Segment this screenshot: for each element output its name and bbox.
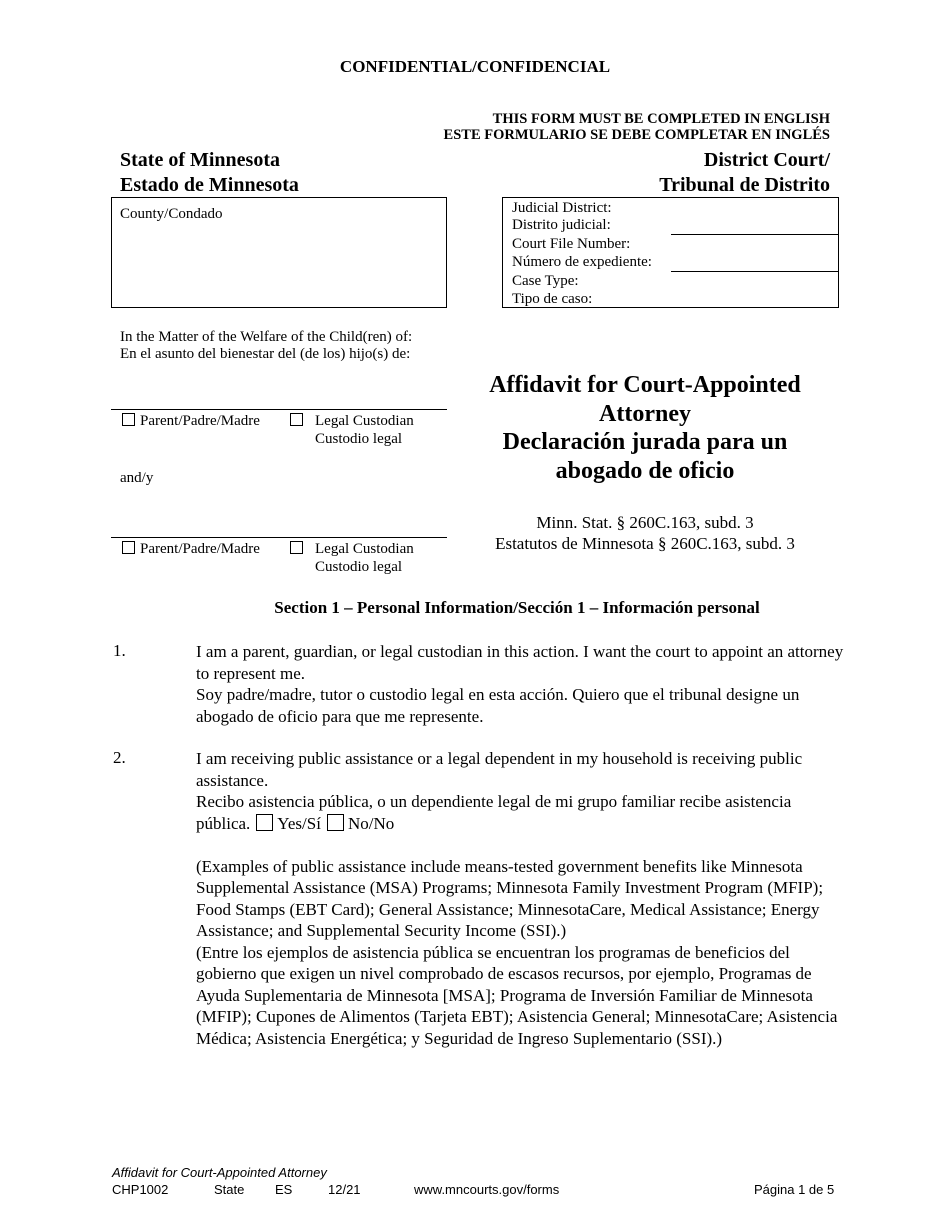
party2-custodian-checkbox[interactable] bbox=[290, 541, 303, 554]
court-name-es: Tribunal de Distrito bbox=[659, 174, 830, 196]
form-title bbox=[460, 371, 830, 485]
party1-custodian-label-en: Legal Custodian bbox=[315, 413, 414, 429]
and-conjunction: and/y bbox=[120, 470, 154, 486]
party2-parent-option[interactable] bbox=[122, 540, 260, 558]
party1-custodian-label-es: Custodio legal bbox=[315, 431, 403, 447]
item2-text-es-line bbox=[196, 791, 846, 834]
case-type-label-en: Case Type: bbox=[512, 273, 579, 289]
state-name-es: Estado de Minnesota bbox=[120, 174, 299, 196]
matter-caption-en: In the Matter of the Welfare of the Child(ren) of: bbox=[120, 329, 413, 345]
party1-parent-option[interactable] bbox=[122, 412, 260, 430]
file-number-label-es: Número de expediente: bbox=[512, 254, 652, 270]
item2-text-es: Recibo asistencia pública, o un dependiente legal de mi grupo familiar recibe asistencia pública. bbox=[196, 792, 792, 833]
item1-text bbox=[196, 641, 846, 727]
statute-es: Estatutos de Minnesota § 260C.163, subd. 3 bbox=[495, 534, 795, 553]
yes-checkbox[interactable] bbox=[256, 814, 273, 831]
statute-reference bbox=[460, 512, 830, 554]
confidential-heading: CONFIDENTIAL/CONFIDENCIAL bbox=[339, 57, 611, 76]
court-name-en: District Court/ bbox=[703, 149, 830, 171]
footer-state: State bbox=[214, 1182, 245, 1197]
no-label: No/No bbox=[347, 813, 395, 833]
footer-form-title: Affidavit for Court-Appointed Attorney bbox=[112, 1165, 327, 1180]
english-notice-en: THIS FORM MUST BE COMPLETED IN ENGLISH bbox=[492, 111, 830, 127]
english-notice bbox=[444, 111, 830, 143]
item2-examples-en: (Examples of public assistance include means-tested government benefits like Minnesota Supplemental Assistance (MSA) Programs; Minnesota Family Investment Program (MFIP); Food Stamps (EBT Card); General Assistance; MinnesotaCare, Medical Assistance; Energy Assistance; and Supplemental Security Income (SSI).) bbox=[196, 856, 824, 940]
item2-text-en: I am receiving public assistance or a legal dependent in my household is receiving public assistance. bbox=[196, 749, 803, 790]
english-notice-es: ESTE FORMULARIO SE DEBE COMPLETAR EN INGLÉS bbox=[443, 127, 830, 143]
party1-custodian-label bbox=[315, 412, 414, 448]
judicial-district-label-es: Distrito judicial: bbox=[512, 217, 611, 233]
party2-parent-label: Parent/Padre/Madre bbox=[140, 541, 260, 557]
party1-name-field[interactable] bbox=[111, 409, 447, 410]
party1-parent-label: Parent/Padre/Madre bbox=[140, 413, 260, 429]
party2-custodian-label bbox=[315, 540, 414, 576]
county-label: County/Condado bbox=[120, 206, 223, 222]
form-title-es-line2: abogado de oficio bbox=[555, 457, 735, 484]
item2-examples-es: (Entre los ejemplos de asistencia pública se encuentran los programas de beneficios del gobierno que exigen un nivel comprobado de escasos recursos, por ejemplo, Programas de Ayuda Suplementaria de Minnesota [MSA]; Programa de Inversión Familiar de Minnesota (MFIP); Cupones de Alimentos (Tarjeta EBT); Asistencia General; MinnesotaCare; Asistencia Médica; Asistencia Energética; y Seguridad de Ingreso Suplementario (SSI).) bbox=[196, 942, 838, 1048]
judicial-district-label-en: Judicial District: bbox=[512, 200, 612, 216]
footer-page-number: Página 1 de 5 bbox=[754, 1182, 835, 1197]
court-heading bbox=[659, 148, 830, 198]
item1-text-es: Soy padre/madre, tutor o custodio legal en esta acción. Quiero que el tribunal designe un abogado de oficio para que me represente. bbox=[196, 685, 800, 726]
party2-parent-checkbox[interactable] bbox=[122, 541, 135, 554]
party2-name-field[interactable] bbox=[111, 537, 447, 538]
state-heading bbox=[120, 148, 299, 198]
footer-form-code: CHP1002 bbox=[112, 1182, 169, 1197]
footer-date: 12/21 bbox=[328, 1182, 361, 1197]
party1-custodian-checkbox[interactable] bbox=[290, 413, 303, 426]
item2-text bbox=[196, 748, 846, 1049]
party2-custodian-label-en: Legal Custodian bbox=[315, 541, 414, 557]
county-field[interactable] bbox=[111, 197, 447, 308]
section1-heading: Section 1 – Personal Information/Sección 1 – Información personal bbox=[274, 598, 760, 617]
judicial-district-field[interactable] bbox=[671, 234, 838, 235]
form-title-en-line1: Affidavit for Court-Appointed bbox=[489, 372, 801, 398]
matter-caption bbox=[120, 329, 412, 363]
item1-number: 1. bbox=[113, 641, 126, 660]
file-number-field[interactable] bbox=[671, 271, 838, 272]
yes-label: Yes/Sí bbox=[277, 813, 321, 833]
item1-text-en: I am a parent, guardian, or legal custodian in this action. I want the court to appoint an attorney to represent me. bbox=[196, 642, 844, 683]
party2-custodian-label-es: Custodio legal bbox=[315, 559, 403, 575]
party1-custodian-option[interactable] bbox=[290, 412, 308, 430]
court-info-box bbox=[502, 197, 839, 308]
form-title-es-line1: Declaración jurada para un bbox=[502, 429, 788, 455]
party2-custodian-option[interactable] bbox=[290, 540, 308, 558]
footer-language: ES bbox=[275, 1182, 293, 1197]
matter-caption-es: En el asunto del bienestar del (de los) hijo(s) de: bbox=[120, 346, 411, 362]
statute-en: Minn. Stat. § 260C.163, subd. 3 bbox=[536, 513, 754, 532]
file-number-label-en: Court File Number: bbox=[512, 236, 631, 252]
party1-parent-checkbox[interactable] bbox=[122, 413, 135, 426]
form-title-en-line2: Attorney bbox=[599, 400, 691, 427]
item2-number: 2. bbox=[113, 748, 126, 767]
no-checkbox[interactable] bbox=[327, 814, 344, 831]
footer-website: www.mncourts.gov/forms bbox=[414, 1182, 560, 1197]
state-name-en: State of Minnesota bbox=[120, 149, 280, 171]
case-type-label-es: Tipo de caso: bbox=[512, 291, 593, 307]
